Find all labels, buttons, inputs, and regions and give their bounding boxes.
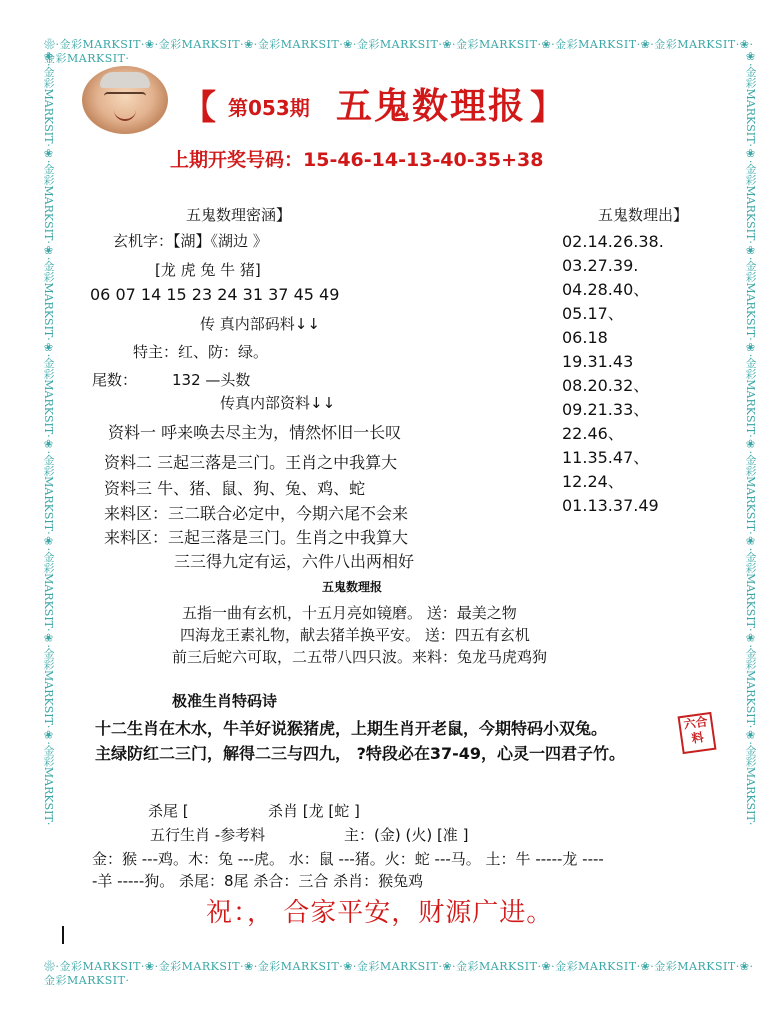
title-bracket-left: 【 [182, 88, 216, 128]
border-left: ❀·金彩MARKSIT·❀·金彩MARKSIT·❀·金彩MARKSIT·❀·金彩MARKSIT·❀·金彩MARKSIT·❀·金彩MARKSIT·❀·金彩MARKSIT·❀·金彩MARKSIT· [42, 50, 55, 826]
avatar-glasses [104, 92, 146, 103]
numbers-row: 06 07 14 15 23 24 31 37 45 49 [90, 285, 340, 304]
text-cursor [62, 926, 64, 944]
right-number-item: 06.18 [562, 328, 608, 347]
wish-line: 祝：， 合家平安，财源广进。 [206, 898, 554, 928]
info-line: 资料三 牛、猪、鼠、狗、兔、鸡、蛇 [104, 479, 366, 498]
mid-heading: 五鬼数理报 [322, 580, 383, 594]
tail-value: 132 —头数 [172, 371, 251, 389]
avatar-smile [114, 110, 136, 121]
main-element: 主：(金) (火) [准 ] [344, 826, 469, 844]
title-bracket-right: 】 [530, 88, 564, 128]
page-title: 五鬼数理报 [336, 85, 527, 127]
zodiac-set: [龙 虎 兔 牛 猪] [155, 261, 261, 279]
right-number-list [562, 230, 664, 518]
right-heading: 五鬼数理出】 [598, 206, 689, 224]
info-line: 三三得九定有运，六件八出两相好 [174, 552, 415, 571]
tail-label: 尾数： [92, 371, 138, 389]
poem-line: 五指一曲有玄机，十五月亮如镜磨。 送：最美之物 [182, 604, 517, 622]
special-color: 特主：红、防：绿。 [133, 343, 269, 361]
zodiac-poem-title: 极准生肖特码诗 [172, 692, 278, 710]
right-number-item: 22.46、 [562, 424, 624, 443]
element-line: 金：猴 ---鸡。木：兔 ---虎。 水：鼠 ---猪。火：蛇 ---马。 土：牛 -----龙 ---- [92, 850, 604, 868]
five-elements-label: 五行生肖 -参考料 [150, 826, 266, 844]
info-line: 来料区：三起三落是三门。生肖之中我算大 [104, 528, 409, 547]
left-heading: 五鬼数理密涵】 [186, 206, 292, 224]
poem-line: 前三后蛇六可取，二五带八四只波。来料：兔龙马虎鸡狗 [172, 648, 548, 666]
right-number-item: 12.24、 [562, 472, 624, 491]
kill-zodiac: 杀肖 [龙 [蛇 ] [268, 802, 360, 820]
border-right: ❀·金彩MARKSIT·❀·金彩MARKSIT·❀·金彩MARKSIT·❀·金彩MARKSIT·❀·金彩MARKSIT·❀·金彩MARKSIT·❀·金彩MARKSIT·❀·金彩MARKSIT· [744, 50, 757, 826]
info-line: 资料二 三起三落是三门。王肖之中我算大 [104, 453, 398, 472]
right-number-item: 08.20.32、 [562, 376, 650, 395]
issue-number: 第053期 [228, 96, 310, 120]
element-line: -羊 -----狗。 杀尾：8尾 杀合：三合 杀肖：猴兔鸡 [92, 872, 424, 890]
right-number-item: 09.21.33、 [562, 400, 650, 419]
right-number-item: 19.31.43 [562, 352, 634, 371]
last-draw-numbers: 上期开奖号码：15-46-14-13-40-35+38 [170, 149, 544, 171]
kill-tail: 杀尾 [ [148, 802, 189, 820]
author-avatar [82, 66, 168, 134]
right-number-item: 03.27.39. [562, 256, 639, 275]
right-number-item: 05.17、 [562, 304, 624, 323]
right-number-item: 02.14.26.38. [562, 232, 664, 251]
fax-internal-info: 传真内部资料↓↓ [220, 394, 336, 412]
right-number-item: 04.28.40、 [562, 280, 650, 299]
seal-stamp: 六合料 [678, 712, 717, 754]
fax-internal-code: 传 真内部码料↓↓ [200, 315, 320, 333]
info-line: 资料一 呼来唤去尽主为，情然怀旧一长叹 [108, 423, 402, 442]
poem-line: 四海龙王素礼物，献去猪羊换平安。 送：四五有玄机 [180, 626, 530, 644]
zodiac-poem-line: 主绿防红二三门，解得二三与四九， ?特段必在37-49，心灵一四君子竹。 [95, 744, 626, 763]
right-number-item: 01.13.37.49 [562, 496, 659, 515]
zodiac-poem-line: 十二生肖在木水，牛羊好说猴猪虎，上期生肖开老鼠，今期特码小双兔。 [95, 719, 608, 738]
border-top: ❀·金彩MARKSIT·❀·金彩MARKSIT·❀·金彩MARKSIT·❀·金彩MARKSIT·❀·金彩MARKSIT·❀·金彩MARKSIT·❀·金彩MARKSIT·❀·金彩MARKSIT· [44, 38, 754, 65]
border-bottom: ❀·金彩MARKSIT·❀·金彩MARKSIT·❀·金彩MARKSIT·❀·金彩MARKSIT·❀·金彩MARKSIT·❀·金彩MARKSIT·❀·金彩MARKSIT·❀·金彩MARKSIT· [44, 960, 754, 987]
right-number-item: 11.35.47、 [562, 448, 650, 467]
mystery-word: 玄机字：【湖】《湖边 》 [113, 232, 268, 250]
info-line: 来料区：三二联合必定中，今期六尾不会来 [104, 504, 409, 523]
avatar-hair [100, 72, 150, 88]
